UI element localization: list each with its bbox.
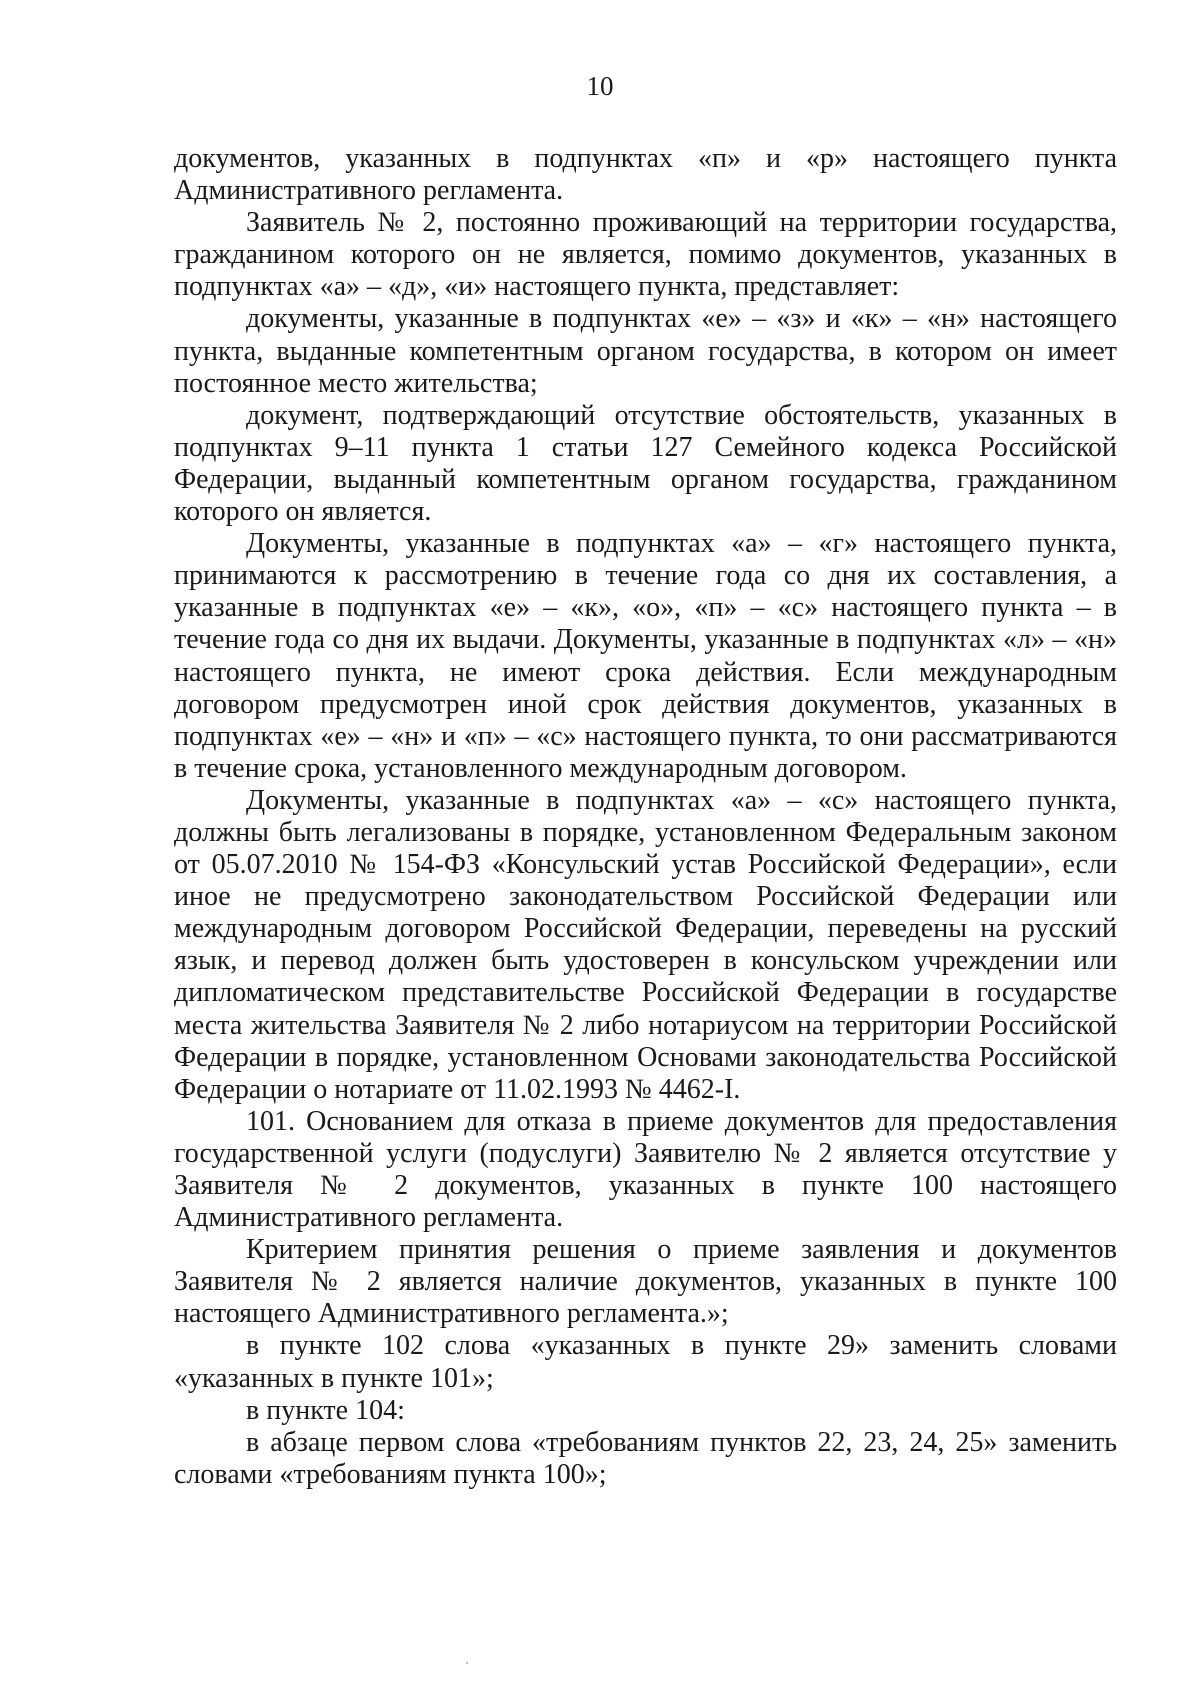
paragraph-item-104-heading: в пункте 104:	[246, 1394, 405, 1426]
paragraph-item-101: 101. Основанием для отказа в приеме документов для предоставления государственной услуги (подуслуги) Заявителю № 2 является отсутствие у Заявителя № 2 документов, указанных в пункте 100 настоящего Административного регламента.	[174, 1105, 1117, 1234]
scan-artifact	[466, 1662, 468, 1664]
paragraph-applicant-2-documents: Заявитель № 2, постоянно проживающий на территории государства, гражданином которого он не является, помимо документов, указанных в подпунктах «а» – «д», «и» настоящего пункта, представляет:	[174, 207, 1117, 303]
paragraph-documents-residence: документы, указанные в подпунктах «е» – «з» и «к» – «н» настоящего пункта, выданные компетентным органом государства, в котором он имеет постоянное место жительства;	[174, 303, 1117, 399]
document-body	[174, 143, 1117, 1491]
paragraph-continuation: документов, указанных в подпунктах «п» и «р» настоящего пункта Административного регламента.	[174, 143, 1117, 207]
paragraph-item-104-amendment: в абзаце первом слова «требованиям пунктов 22, 23, 24, 25» заменить словами «требованиям пункта 100»;	[174, 1426, 1117, 1490]
paragraph-item-102-amendment: в пункте 102 слова «указанных в пункте 29» заменить словами «указанных в пункте 101»;	[174, 1330, 1117, 1394]
page-number: 10	[586, 71, 614, 101]
paragraph-acceptance-criterion: Критерием принятия решения о приеме заявления и документов Заявителя № 2 является наличие документов, указанных в пункте 100 настоящего Административного регламента.»;	[174, 1234, 1117, 1330]
paragraph-validity-terms: Документы, указанные в подпунктах «а» – «г» настоящего пункта, принимаются к рассмотрению в течение года со дня их составления, а указанные в подпунктах «е» – «к», «о», «п» – «с» настоящего пункта – в течение года со дня их выдачи. Документы, указанные в подпунктах «л» – «н» настоящего пункта, не имеют срока действия. Если международным договором предусмотрен иной срок действия документов, указанных в подпунктах «е» – «н» и «п» – «с» настоящего пункта, то они рассматриваются в течение срока, установленного международным договором.	[174, 528, 1117, 784]
paragraph-document-family-code: документ, подтверждающий отсутствие обстоятельств, указанных в подпунктах 9–11 пункта 1 статьи 127 Семейного кодекса Российской Федерации, выданный компетентным органом государства, гражданином которого он является.	[174, 399, 1117, 528]
paragraph-legalization: Документы, указанные в подпунктах «а» – «с» настоящего пункта, должны быть легализованы в порядке, установленном Федеральным законом от 05.07.2010 № 154-ФЗ «Консульский устав Российской Федерации», если иное не предусмотрено законодательством Российской Федерации или международным договором Российской Федерации, переведены на русский язык, и перевод должен быть удостоверен в консульском учреждении или дипломатическом представительстве Российской Федерации в государстве места жительства Заявителя № 2 либо нотариусом на территории Российской Федерации в порядке, установленном Основами законодательства Российской Федерации о нотариате от 11.02.1993 № 4462-I.	[174, 784, 1117, 1105]
